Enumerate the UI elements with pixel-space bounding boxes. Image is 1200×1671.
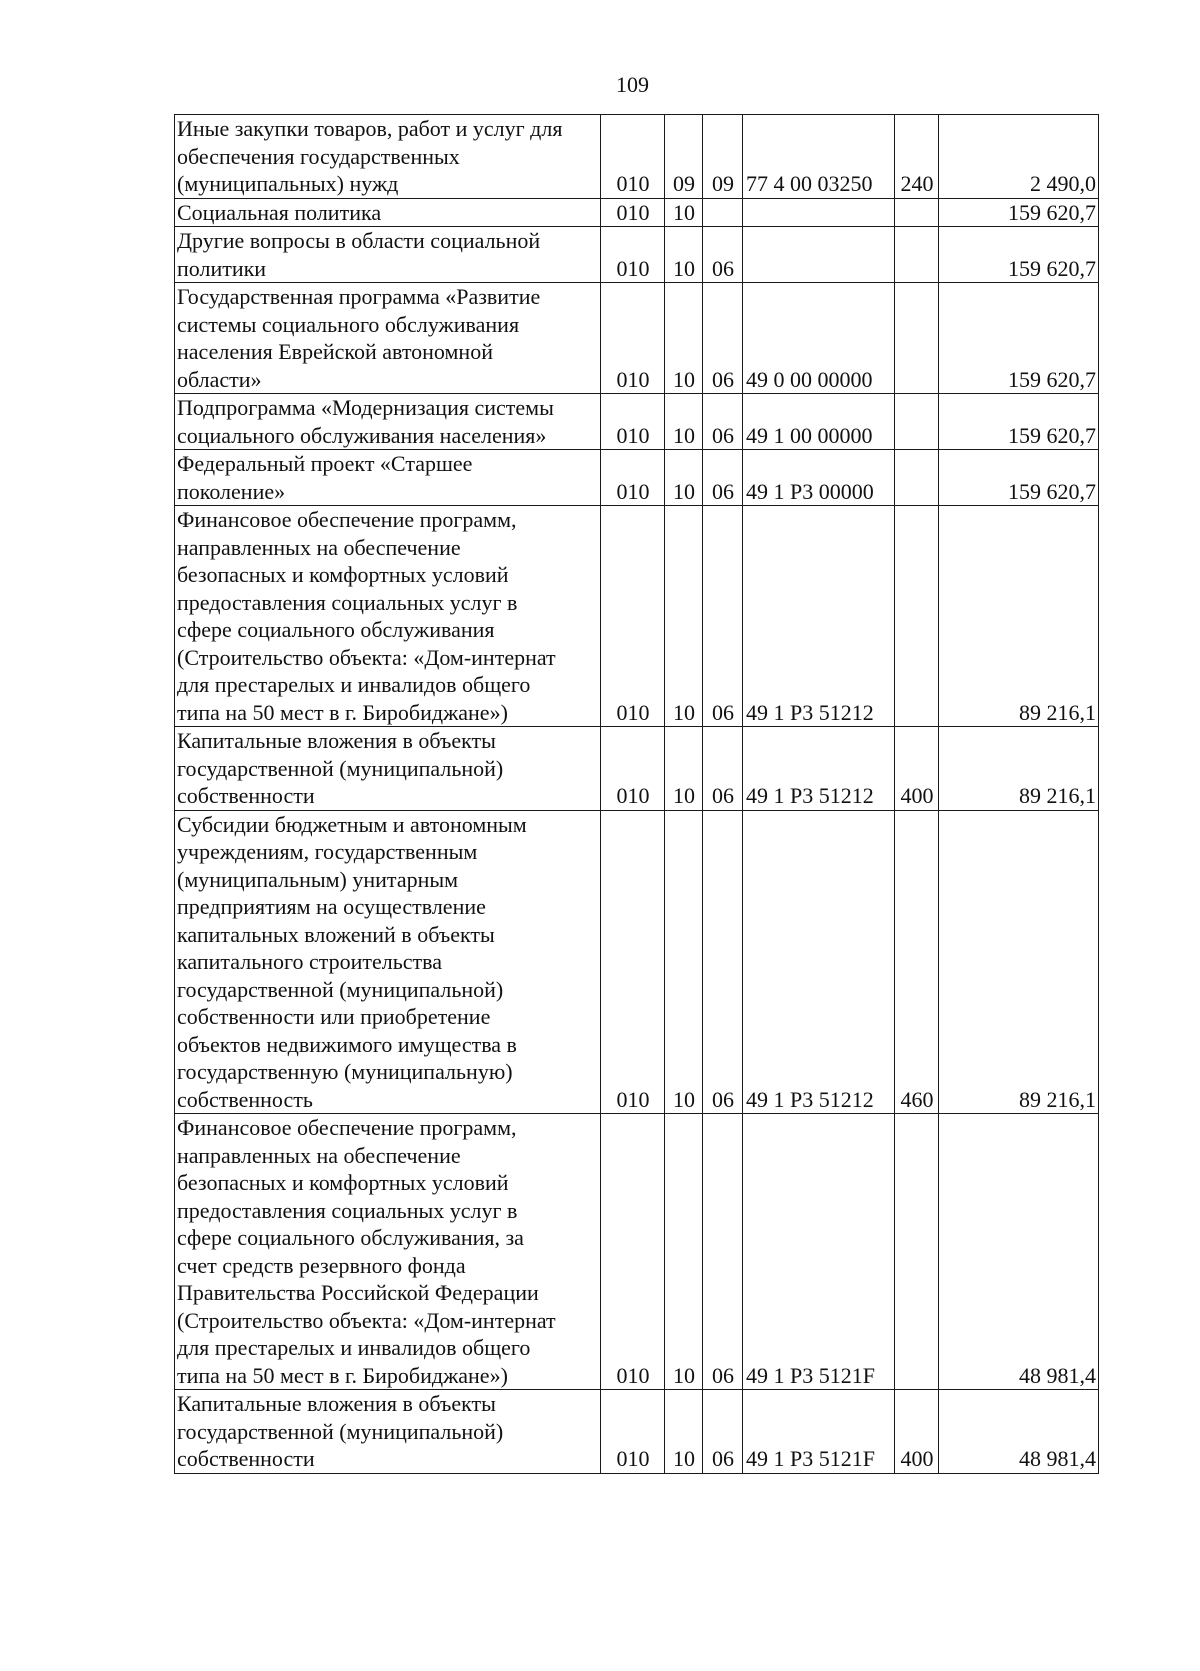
subsection-code-cell: 06 xyxy=(703,394,743,450)
ved-code-cell: 010 xyxy=(601,198,665,227)
section-code-cell: 10 xyxy=(665,450,703,506)
table-row xyxy=(175,1390,1099,1474)
amount-cell: 48 981,4 xyxy=(939,1114,1099,1390)
subsection-code-cell: 06 xyxy=(703,1114,743,1390)
target-article-cell: 49 0 00 00000 xyxy=(743,283,895,394)
amount-cell: 48 981,4 xyxy=(939,1390,1099,1474)
expense-type-cell xyxy=(895,227,939,283)
subsection-code-cell: 06 xyxy=(703,450,743,506)
target-article-cell: 77 4 00 03250 xyxy=(743,115,895,199)
row-name-cell: Иные закупки товаров, работ и услуг для обеспечения государственных (муниципальных) нужд xyxy=(175,115,601,199)
table-row xyxy=(175,115,1099,199)
target-article-cell: 49 1 00 00000 xyxy=(743,394,895,450)
row-name-cell: Государственная программа «Развитие системы социального обслуживания населения Еврейской автономной области» xyxy=(175,283,601,394)
ved-code-cell: 010 xyxy=(601,450,665,506)
amount-cell: 89 216,1 xyxy=(939,810,1099,1114)
table-row xyxy=(175,727,1099,811)
row-name-cell: Капитальные вложения в объекты государственной (муниципальной) собственности xyxy=(175,727,601,811)
section-code-cell: 10 xyxy=(665,727,703,811)
ved-code-cell: 010 xyxy=(601,227,665,283)
target-article-cell xyxy=(743,198,895,227)
subsection-code-cell: 06 xyxy=(703,727,743,811)
target-article-cell: 49 1 P3 5121F xyxy=(743,1114,895,1390)
table-row xyxy=(175,450,1099,506)
ved-code-cell: 010 xyxy=(601,394,665,450)
table-row xyxy=(175,506,1099,727)
amount-cell: 159 620,7 xyxy=(939,283,1099,394)
subsection-code-cell: 06 xyxy=(703,283,743,394)
section-code-cell: 10 xyxy=(665,227,703,283)
section-code-cell: 10 xyxy=(665,198,703,227)
target-article-cell: 49 1 P3 00000 xyxy=(743,450,895,506)
amount-cell: 159 620,7 xyxy=(939,198,1099,227)
subsection-code-cell: 06 xyxy=(703,227,743,283)
section-code-cell: 10 xyxy=(665,283,703,394)
ved-code-cell: 010 xyxy=(601,283,665,394)
target-article-cell xyxy=(743,227,895,283)
amount-cell: 89 216,1 xyxy=(939,506,1099,727)
expense-type-cell: 240 xyxy=(895,115,939,199)
row-name-cell: Капитальные вложения в объекты государственной (муниципальной) собственности xyxy=(175,1390,601,1474)
expense-type-cell xyxy=(895,394,939,450)
ved-code-cell: 010 xyxy=(601,1114,665,1390)
row-name-cell: Федеральный проект «Старшее поколение» xyxy=(175,450,601,506)
table-row xyxy=(175,227,1099,283)
amount-cell: 89 216,1 xyxy=(939,727,1099,811)
table-row xyxy=(175,283,1099,394)
row-name-cell: Другие вопросы в области социальной политики xyxy=(175,227,601,283)
section-code-cell: 09 xyxy=(665,115,703,199)
section-code-cell: 10 xyxy=(665,810,703,1114)
amount-cell: 159 620,7 xyxy=(939,450,1099,506)
ved-code-cell: 010 xyxy=(601,810,665,1114)
expense-type-cell: 400 xyxy=(895,1390,939,1474)
expense-type-cell xyxy=(895,506,939,727)
row-name-cell: Субсидии бюджетным и автономным учреждениям, государственным (муниципальным) унитарным предприятиям на осуществление капитальных вложений в объекты капитального строительства государственной (муниципальной) собственности или приобретение объектов недвижимого имущества в государственную (муниципальную) собственность xyxy=(175,810,601,1114)
row-name-cell: Финансовое обеспечение программ, направленных на обеспечение безопасных и комфортных условий предоставления социальных услуг в сфере социального обслуживания, за счет средств резервного фонда Правительства Российской Федерации (Строительство объекта: «Дом-интернат для престарелых и инвалидов общего типа на 50 мест в г. Биробиджане») xyxy=(175,1114,601,1390)
section-code-cell: 10 xyxy=(665,1114,703,1390)
expense-type-cell xyxy=(895,198,939,227)
table-row xyxy=(175,1114,1099,1390)
page-number: 109 xyxy=(616,72,649,97)
row-name-cell: Социальная политика xyxy=(175,198,601,227)
expense-type-cell xyxy=(895,283,939,394)
subsection-code-cell: 06 xyxy=(703,1390,743,1474)
target-article-cell: 49 1 P3 51212 xyxy=(743,727,895,811)
ved-code-cell: 010 xyxy=(601,1390,665,1474)
amount-cell: 159 620,7 xyxy=(939,394,1099,450)
row-name-cell: Финансовое обеспечение программ, направленных на обеспечение безопасных и комфортных условий предоставления социальных услуг в сфере социального обслуживания (Строительство объекта: «Дом-интернат для престарелых и инвалидов общего типа на 50 мест в г. Биробиджане») xyxy=(175,506,601,727)
amount-cell: 159 620,7 xyxy=(939,227,1099,283)
expense-type-cell xyxy=(895,1114,939,1390)
expense-type-cell: 460 xyxy=(895,810,939,1114)
row-name-cell: Подпрограмма «Модернизация системы социального обслуживания населения» xyxy=(175,394,601,450)
ved-code-cell: 010 xyxy=(601,115,665,199)
target-article-cell: 49 1 P3 51212 xyxy=(743,506,895,727)
section-code-cell: 10 xyxy=(665,506,703,727)
table-row xyxy=(175,394,1099,450)
subsection-code-cell xyxy=(703,198,743,227)
section-code-cell: 10 xyxy=(665,1390,703,1474)
ved-code-cell: 010 xyxy=(601,506,665,727)
target-article-cell: 49 1 P3 5121F xyxy=(743,1390,895,1474)
amount-cell: 2 490,0 xyxy=(939,115,1099,199)
subsection-code-cell: 09 xyxy=(703,115,743,199)
subsection-code-cell: 06 xyxy=(703,506,743,727)
table-row xyxy=(175,810,1099,1114)
budget-table-body xyxy=(175,115,1099,1474)
ved-code-cell: 010 xyxy=(601,727,665,811)
expense-type-cell: 400 xyxy=(895,727,939,811)
expense-type-cell xyxy=(895,450,939,506)
subsection-code-cell: 06 xyxy=(703,810,743,1114)
target-article-cell: 49 1 P3 51212 xyxy=(743,810,895,1114)
section-code-cell: 10 xyxy=(665,394,703,450)
table-row xyxy=(175,198,1099,227)
budget-table xyxy=(174,114,1099,1474)
